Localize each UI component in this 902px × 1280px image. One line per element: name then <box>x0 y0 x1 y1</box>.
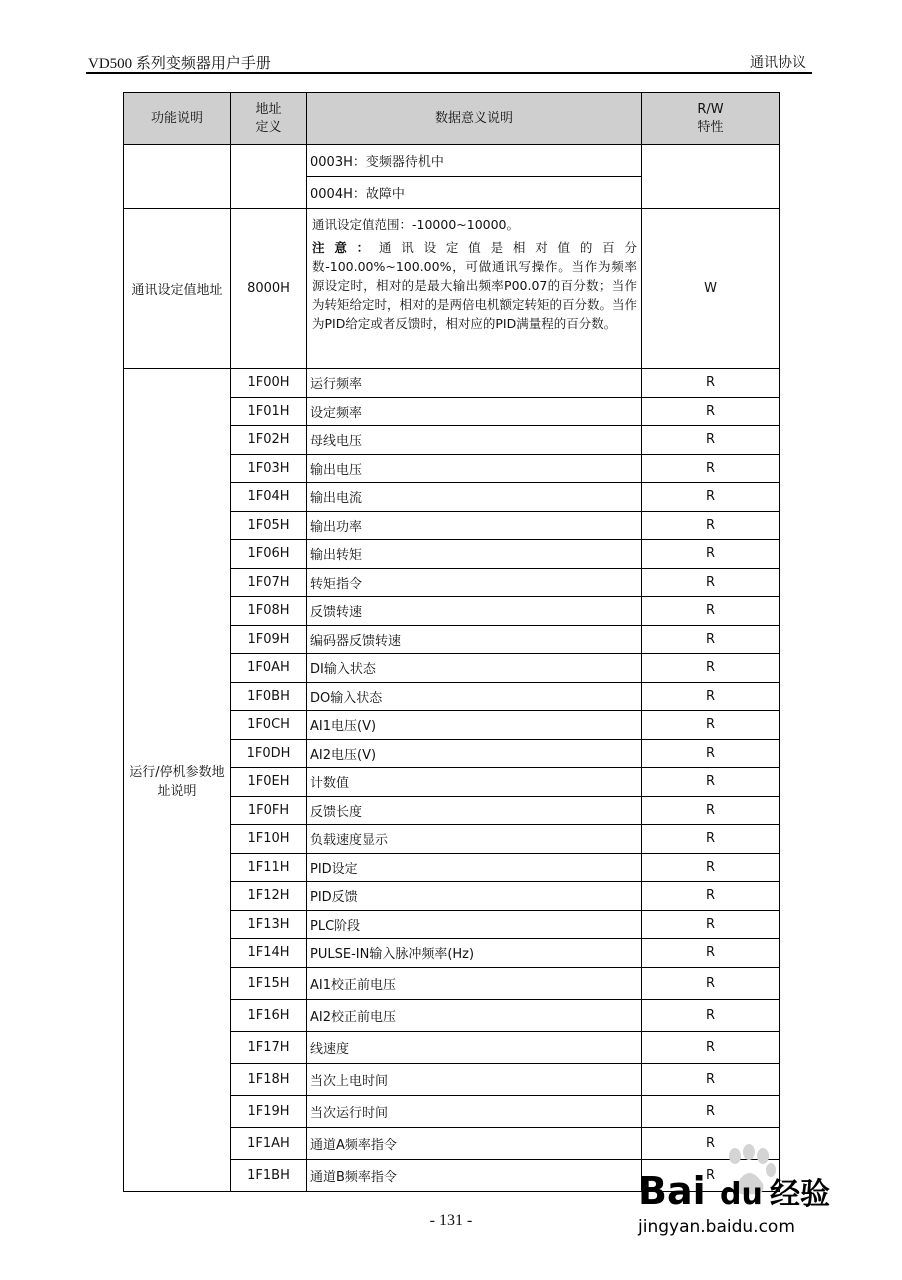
run-params-function: 运行/停机参数地址说明 <box>124 369 231 1192</box>
address-cell: 1F0FH <box>231 796 307 825</box>
protocol-table <box>123 92 780 1192</box>
address-cell: 1F18H <box>231 1063 307 1095</box>
empty-cell <box>124 145 231 209</box>
address-cell: 1F0BH <box>231 682 307 711</box>
description-cell: PID反馈 <box>307 882 642 911</box>
description-cell: AI1电压(V) <box>307 711 642 740</box>
setpoint-address: 8000H <box>231 209 307 369</box>
description-cell: PID设定 <box>307 853 642 882</box>
description-cell: 输出功率 <box>307 511 642 540</box>
address-cell: 1F04H <box>231 483 307 512</box>
address-cell: 1F19H <box>231 1095 307 1127</box>
table-header-row <box>124 93 780 145</box>
address-cell: 1F1BH <box>231 1159 307 1191</box>
rw-cell: R <box>642 540 780 569</box>
rw-cell: R <box>642 1063 780 1095</box>
rw-cell: R <box>642 711 780 740</box>
rw-cell: R <box>642 1095 780 1127</box>
rw-cell: R <box>642 825 780 854</box>
status-cell: 0003H：变频器待机中 <box>307 145 642 177</box>
rw-cell: R <box>642 768 780 797</box>
address-cell: 1F09H <box>231 625 307 654</box>
note-text: 通讯设定值是相对值的百分数-100.00%~100.00%，可做通讯写操作。当作为频率源设定时，相对的是最大输出频率P00.07的百分数；当作为转矩给定时，相对的是两倍电机额定转矩的百分数。当作为PID给定或者反馈时，相对应的PID满量程的百分数。 <box>312 240 638 331</box>
header-meaning: 数据意义说明 <box>307 93 642 145</box>
description-cell: 设定频率 <box>307 397 642 426</box>
address-cell: 1F16H <box>231 999 307 1031</box>
rw-cell: R <box>642 1031 780 1063</box>
description-cell: AI1校正前电压 <box>307 967 642 999</box>
rw-cell: R <box>642 511 780 540</box>
header-function: 功能说明 <box>124 93 231 145</box>
address-cell: 1F03H <box>231 454 307 483</box>
description-cell: 线速度 <box>307 1031 642 1063</box>
rw-cell: R <box>642 939 780 968</box>
description-cell: 当次上电时间 <box>307 1063 642 1095</box>
address-cell: 1F10H <box>231 825 307 854</box>
watermark-product: 经验 <box>770 1177 830 1212</box>
table-row <box>124 369 780 398</box>
rw-cell: R <box>642 999 780 1031</box>
address-cell: 1F0AH <box>231 654 307 683</box>
address-cell: 1F00H <box>231 369 307 398</box>
section-title: 通讯协议 <box>750 55 806 71</box>
baidu-jingyan-watermark <box>632 1140 852 1240</box>
address-cell: 1F1AH <box>231 1127 307 1159</box>
header-rw: R/W 特性 <box>642 93 780 145</box>
rw-cell: R <box>642 796 780 825</box>
description-cell: 计数值 <box>307 768 642 797</box>
description-cell: 编码器反馈转速 <box>307 625 642 654</box>
description-cell: 反馈转速 <box>307 597 642 626</box>
description-cell: 输出电流 <box>307 483 642 512</box>
setpoint-rw: W <box>642 209 780 369</box>
setpoint-row <box>124 209 780 369</box>
rw-cell: R <box>642 454 780 483</box>
description-cell: 输出转矩 <box>307 540 642 569</box>
description-cell: 当次运行时间 <box>307 1095 642 1127</box>
address-cell: 1F02H <box>231 426 307 455</box>
empty-cell <box>231 145 307 209</box>
description-cell: 负载速度显示 <box>307 825 642 854</box>
setpoint-function: 通讯设定值地址 <box>124 209 231 369</box>
rw-cell: R <box>642 568 780 597</box>
rw-cell: R <box>642 426 780 455</box>
setpoint-description <box>307 209 642 369</box>
address-cell: 1F01H <box>231 397 307 426</box>
rw-cell: R <box>642 597 780 626</box>
address-cell: 1F13H <box>231 910 307 939</box>
note-label: 注意： <box>312 240 379 255</box>
rw-cell: R <box>642 654 780 683</box>
address-cell: 1F07H <box>231 568 307 597</box>
header-rule <box>86 72 812 74</box>
address-cell: 1F08H <box>231 597 307 626</box>
watermark-brand: Bai <box>638 1169 706 1213</box>
setpoint-note <box>312 238 637 333</box>
rw-cell: R <box>642 910 780 939</box>
description-cell: 通道A频率指令 <box>307 1127 642 1159</box>
rw-cell: R <box>642 1159 780 1191</box>
empty-cell <box>642 145 780 209</box>
address-cell: 1F12H <box>231 882 307 911</box>
description-cell: DI输入状态 <box>307 654 642 683</box>
address-cell: 1F05H <box>231 511 307 540</box>
run-params-body <box>124 369 780 1192</box>
address-cell: 1F11H <box>231 853 307 882</box>
address-cell: 1F0DH <box>231 739 307 768</box>
watermark-brand-du: du <box>720 1177 763 1212</box>
rw-cell: R <box>642 682 780 711</box>
watermark-url: jingyan.baidu.com <box>638 1217 795 1237</box>
address-cell: 1F14H <box>231 939 307 968</box>
table-row <box>124 145 780 177</box>
rw-cell: R <box>642 625 780 654</box>
description-cell: 通道B频率指令 <box>307 1159 642 1191</box>
address-cell: 1F06H <box>231 540 307 569</box>
description-cell: PLC阶段 <box>307 910 642 939</box>
description-cell: AI2电压(V) <box>307 739 642 768</box>
address-cell: 1F17H <box>231 1031 307 1063</box>
address-cell: 1F0EH <box>231 768 307 797</box>
description-cell: PULSE-IN输入脉冲频率(Hz) <box>307 939 642 968</box>
description-cell: 输出电压 <box>307 454 642 483</box>
description-cell: 运行频率 <box>307 369 642 398</box>
description-cell: 母线电压 <box>307 426 642 455</box>
rw-cell: R <box>642 1127 780 1159</box>
manual-title: VD500 系列变频器用户手册 <box>88 56 271 72</box>
rw-cell: R <box>642 483 780 512</box>
address-cell: 1F0CH <box>231 711 307 740</box>
rw-cell: R <box>642 853 780 882</box>
page-number: - 131 - <box>429 1212 473 1229</box>
rw-cell: R <box>642 397 780 426</box>
description-cell: 反馈长度 <box>307 796 642 825</box>
rw-cell: R <box>642 739 780 768</box>
description-cell: DO输入状态 <box>307 682 642 711</box>
address-cell: 1F15H <box>231 967 307 999</box>
rw-cell: R <box>642 369 780 398</box>
header-address: 地址 定义 <box>231 93 307 145</box>
description-cell: 转矩指令 <box>307 568 642 597</box>
description-cell: AI2校正前电压 <box>307 999 642 1031</box>
setpoint-range: 通讯设定值范围：-10000~10000。 <box>312 217 520 232</box>
status-cell: 0004H：故障中 <box>307 177 642 209</box>
rw-cell: R <box>642 967 780 999</box>
rw-cell: R <box>642 882 780 911</box>
